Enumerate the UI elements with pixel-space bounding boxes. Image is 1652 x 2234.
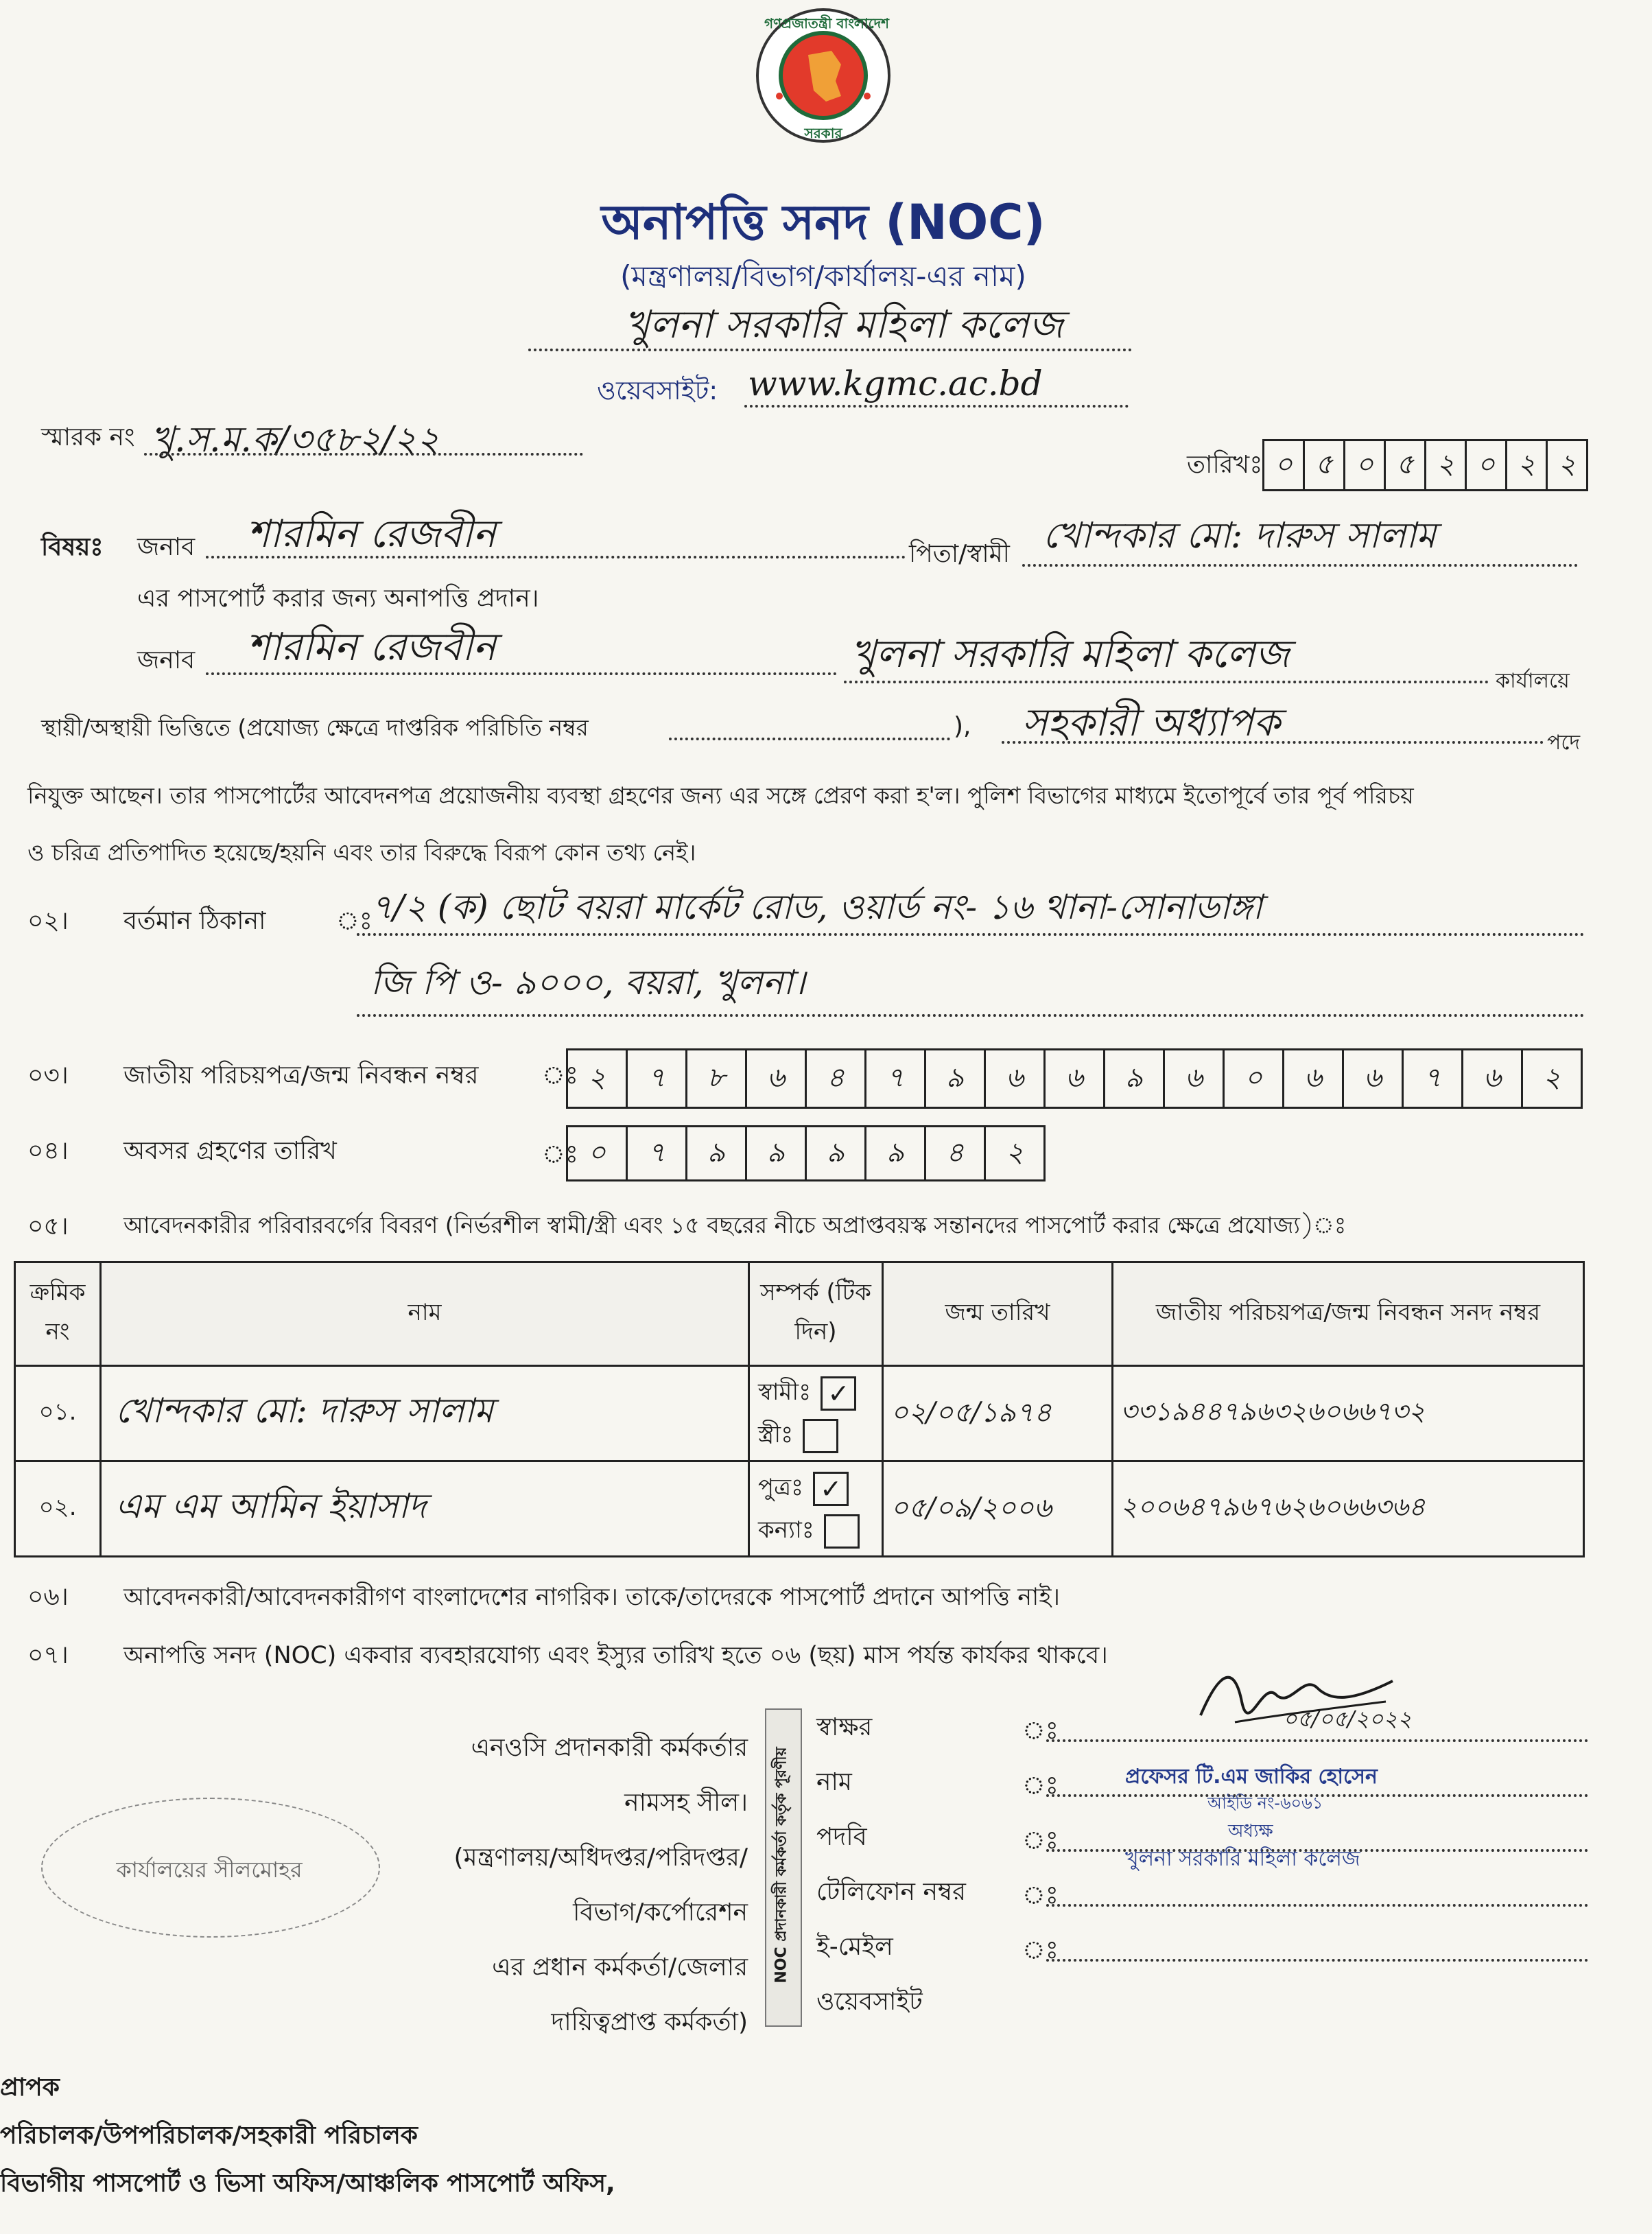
signatory-left-line3: (মন্ত্রণালয়/অধিদপ্তর/পরিদপ্তর/ bbox=[453, 1844, 748, 1872]
website-handwritten: www.kgmc.ac.bd bbox=[748, 364, 1043, 403]
table-row bbox=[15, 1366, 1584, 1461]
digit-box: ০ bbox=[1467, 441, 1507, 489]
colon-1: ঃ bbox=[1022, 1717, 1059, 1745]
body-office-handwritten: খুলনা সরকারি মহিলা কলেজ bbox=[851, 632, 1290, 677]
note-07-text: অনাপত্তি সনদ (NOC) একবার ব্যবহারযোগ্য এবং ইস্যুর তারিখ হতে ০৬ (ছয়) মাস পর্যন্ত কার্যকর থাকবে। bbox=[123, 1642, 1108, 1669]
email-dotted-line bbox=[1046, 1959, 1588, 1962]
digit-box: ২ bbox=[1005, 1136, 1024, 1168]
row2-nid: ২০০৬৪৭৯৬৭৬২৬০৬৬৩৬৪ bbox=[1113, 1461, 1584, 1557]
row1-name: খোন্দকার মো: দারুস সালাম bbox=[101, 1366, 749, 1461]
office-name-handwritten: খুলনা সরকারি মহিলা কলেজ bbox=[624, 303, 1063, 347]
body-name-handwritten: শারমিন রেজবীন bbox=[247, 625, 496, 670]
family-table bbox=[14, 1261, 1585, 1557]
colon-2: ঃ bbox=[1022, 1772, 1059, 1800]
post-dotted-line bbox=[1002, 741, 1544, 744]
digit-box: ৯ bbox=[866, 1127, 926, 1179]
nid-colon: ঃ bbox=[542, 1061, 578, 1090]
row2-rel-b-label: কন্যাঃ bbox=[758, 1516, 814, 1544]
digit-box: ২ bbox=[1557, 448, 1576, 480]
retire-digit-boxes bbox=[566, 1125, 1046, 1181]
row1-rel-a-checkbox[interactable]: ✓ bbox=[821, 1376, 856, 1411]
emblem-bottom-text: সরকার bbox=[804, 125, 842, 141]
signature-dotted-line bbox=[1046, 1739, 1588, 1742]
vertical-noc-text: NOC প্রদানকারী কর্মকর্তা কর্তৃক পূরণীয় bbox=[772, 1747, 790, 1984]
colon-5: ঃ bbox=[1022, 1936, 1059, 1964]
family-label: আবেদনকারীর পরিবারবর্গের বিবরণ (নির্ভরশীল স্বামী/স্ত্রী এবং ১৫ বছরের নীচে অপ্রাপ্তবয়স্ক সন্তানদের পাসপোর্ট করার ক্ষেত্রে প্রযোজ্য)ঃ bbox=[123, 1212, 1347, 1238]
body-paragraph-line1: নিযুক্ত আছেন। তার পাসপোর্টের আবেদনপত্র প্রয়োজনীয় ব্যবস্থা গ্রহণের জন্য এর সঙ্গে প্রেরণ করা হ'ল। পুলিশ বিভাগের মাধ্যমে ইতোপূর্বে তার পূর্ব পরিচয় bbox=[27, 782, 1414, 809]
field-designation-label: পদবি bbox=[816, 1823, 867, 1851]
page-subtitle: (মন্ত্রণালয়/বিভাগ/কার্যালয়-এর নাম) bbox=[620, 259, 1026, 293]
website-label: ওয়েবসাইট: bbox=[597, 375, 718, 405]
digit-box: ৯ bbox=[807, 1127, 866, 1179]
digit-box: ৯ bbox=[747, 1127, 807, 1179]
office-suffix: কার্যালয়ে bbox=[1496, 669, 1570, 693]
digit-box: ৯ bbox=[1105, 1050, 1165, 1107]
item-04-number: ০৪। bbox=[27, 1137, 69, 1165]
digit-box: ৫ bbox=[1305, 441, 1345, 489]
body-paragraph-line2: ও চরিত্র প্রতিপাদিত হয়েছে/হয়নি এবং তার বিরুদ্ধে বিরূপ কোন তথ্য নেই। bbox=[27, 839, 696, 866]
office-seal-text: কার্যালয়ের সীলমোহর bbox=[116, 1857, 303, 1883]
digit-box: ৬ bbox=[1344, 1050, 1404, 1107]
signature-date-handwritten: ০৫/০৫/২০২২ bbox=[1283, 1706, 1412, 1732]
digit-box: ০ bbox=[1264, 441, 1305, 489]
digit-box: ৬ bbox=[1165, 1050, 1225, 1107]
digit-box: ৪ bbox=[807, 1050, 866, 1107]
digit-box: ২ bbox=[1426, 441, 1467, 489]
digit-box: ৬ bbox=[1463, 1050, 1523, 1107]
recipient-line2: বিভাগীয় পাসপোর্ট ও ভিসা অফিস/আঞ্চলিক পাসপোর্ট অফিস, bbox=[0, 2170, 615, 2198]
digit-box: ০ bbox=[1225, 1050, 1284, 1107]
col-header-dob: জন্ম তারিখ bbox=[883, 1262, 1113, 1366]
subject-mr-label: জনাব bbox=[137, 533, 196, 561]
memo-dotted-line bbox=[144, 453, 583, 456]
item-06-number: ০৬। bbox=[27, 1583, 69, 1611]
digit-box: ৬ bbox=[1284, 1050, 1344, 1107]
father-label: পিতা/স্বামী bbox=[909, 540, 1010, 568]
row2-serial: ০২. bbox=[15, 1461, 101, 1557]
father-name-handwritten: খোন্দকার মো: দারুস সালাম bbox=[1043, 515, 1437, 556]
row2-name: এম এম আমিন ইয়াসাদ bbox=[101, 1461, 749, 1557]
digit-box: ৬ bbox=[986, 1050, 1046, 1107]
nid-digit-boxes bbox=[566, 1048, 1583, 1109]
row1-rel-b-checkbox[interactable] bbox=[803, 1419, 838, 1453]
col-header-serial: ক্রমিক নং bbox=[15, 1262, 101, 1366]
post-suffix: পদে bbox=[1547, 731, 1581, 755]
subject-name-handwritten: শারমিন রেজবীন bbox=[247, 512, 496, 556]
address-handwritten-line2: জি পি ও- ৯০০০, বয়রা, খুলনা। bbox=[370, 963, 805, 1002]
item-03-number: ০৩। bbox=[27, 1061, 69, 1090]
address-colon: ঃ bbox=[336, 907, 373, 935]
address-dotted-line2 bbox=[357, 1014, 1585, 1017]
field-website-label: ওয়েবসাইট bbox=[816, 1988, 923, 2016]
digit-box: ৭ bbox=[866, 1050, 926, 1107]
row1-rel-a-label: স্বামীঃ bbox=[758, 1378, 812, 1406]
college-stamp: খুলনা সরকারি মহিলা কলেজ bbox=[1125, 1847, 1360, 1871]
post-handwritten: সহকারী অধ্যাপক bbox=[1022, 701, 1281, 745]
digit-box: ৭ bbox=[628, 1050, 687, 1107]
signatory-left-line4: বিভাগ/কর্পোরেশন bbox=[573, 1898, 748, 1927]
digit-box: ২ bbox=[1542, 1061, 1561, 1094]
signatory-left-line1: এনওসি প্রদানকারী কর্মকর্তার bbox=[471, 1734, 748, 1762]
retire-label: অবসর গ্রহণের তারিখ bbox=[123, 1137, 337, 1165]
row2-rel-a-checkbox[interactable]: ✓ bbox=[813, 1472, 849, 1506]
permanent-dotted-line bbox=[669, 738, 950, 740]
address-handwritten-line1: ৭/২ (ক) ছোট বয়রা মার্কেট রোড, ওয়ার্ড নং- ১৬ থানা-সোনাডাঙ্গা bbox=[370, 887, 1263, 927]
address-label: বর্তমান ঠিকানা bbox=[123, 907, 266, 935]
digit-box: ৪ bbox=[926, 1127, 986, 1179]
row1-serial: ০১. bbox=[15, 1366, 101, 1461]
emblem-top-text: গণপ্রজাতন্ত্রী বাংলাদেশ bbox=[764, 15, 890, 32]
col-header-name: নাম bbox=[101, 1262, 749, 1366]
memo-number-handwritten: খু.স.ম.ক/৩৫৮২/২২ bbox=[151, 419, 440, 460]
nid-label: জাতীয় পরিচয়পত্র/জন্ম নিবন্ধন নম্বর bbox=[123, 1061, 479, 1090]
digit-box: ২ bbox=[1507, 441, 1548, 489]
website-dotted-line bbox=[744, 405, 1129, 408]
item-05-number: ০৫। bbox=[27, 1212, 69, 1241]
row2-rel-a-label: পুত্রঃ bbox=[758, 1474, 804, 1501]
date-digit-boxes bbox=[1262, 439, 1588, 491]
digit-box: ৯ bbox=[926, 1050, 986, 1107]
date-label: তারিখঃ bbox=[1187, 451, 1263, 479]
field-name-label: নাম bbox=[816, 1768, 852, 1796]
digit-box: ৫ bbox=[1386, 441, 1426, 489]
digit-box: ৭ bbox=[628, 1127, 687, 1179]
page-title: অনাপত্তি সনদ (NOC) bbox=[601, 194, 1046, 250]
field-phone-label: টেলিফোন নম্বর bbox=[816, 1878, 966, 1906]
subject-line2: এর পাসপোর্ট করার জন্য অনাপত্তি প্রদান। bbox=[137, 585, 539, 613]
note-06-text: আবেদনকারী/আবেদনকারীগণ বাংলাদেশের নাগরিক। তাকে/তাদেরকে পাসপোর্ট প্রদানে আপত্তি নাই। bbox=[123, 1584, 1061, 1611]
name-stamp: প্রফেসর টি.এম জাকির হোসেন bbox=[1125, 1765, 1378, 1789]
father-dotted-line bbox=[1022, 564, 1578, 567]
table-row bbox=[15, 1461, 1584, 1557]
digit-box: ৬ bbox=[1046, 1050, 1105, 1107]
col-header-nid: জাতীয় পরিচয়পত্র/জন্ম নিবন্ধন সনদ নম্বর bbox=[1113, 1262, 1584, 1366]
permanent-text: স্থায়ী/অস্থায়ী ভিত্তিতে (প্রযোজ্য ক্ষেত্রে দাপ্তরিক পরিচিতি নম্বর bbox=[41, 714, 589, 741]
recipient-label: প্রাপক bbox=[0, 2073, 60, 2102]
digit-box: ৯ bbox=[687, 1127, 747, 1179]
row2-relation bbox=[749, 1461, 883, 1557]
row2-rel-b-checkbox[interactable] bbox=[824, 1514, 860, 1549]
row2-dob: ০৫/০৯/২০০৬ bbox=[883, 1461, 1113, 1557]
digit-box: ২ bbox=[568, 1050, 628, 1107]
digit-box: ০ bbox=[568, 1127, 628, 1179]
colon-4: ঃ bbox=[1022, 1881, 1059, 1909]
row1-nid: ৩৩১৯৪৪৭৯৬৩২৬০৬৬৭৩২ bbox=[1113, 1366, 1584, 1461]
address-dotted-line1 bbox=[357, 933, 1585, 936]
recipient-line1: পরিচালক/উপপরিচালক/সহকারী পরিচালক bbox=[0, 2121, 418, 2150]
item-02-number: ০২। bbox=[27, 907, 69, 935]
subject-label: বিষয়ঃ bbox=[41, 533, 104, 561]
digit-box: ০ bbox=[1345, 441, 1386, 489]
digit-box: ৬ bbox=[747, 1050, 807, 1107]
closing-paren: ), bbox=[954, 712, 971, 740]
retire-colon: ঃ bbox=[542, 1140, 578, 1168]
memo-label: স্মারক নং bbox=[41, 423, 135, 451]
field-email-label: ই-মেইল bbox=[816, 1933, 893, 1961]
signatory-left-line2: নামসহ সীল। bbox=[624, 1789, 748, 1817]
col-header-relation: সম্পর্ক (টিক দিন) bbox=[749, 1262, 883, 1366]
digit-box: ৮ bbox=[687, 1050, 747, 1107]
digit-box: ৭ bbox=[1404, 1050, 1463, 1107]
row1-relation bbox=[749, 1366, 883, 1461]
item-07-number: ০৭। bbox=[27, 1641, 69, 1669]
signatory-left-line5: এর প্রধান কর্মকর্তা/জেলার bbox=[492, 1953, 748, 1982]
body-name-dotted-line bbox=[206, 672, 837, 675]
office-name-dotted-line bbox=[528, 349, 1132, 351]
colon-3: ঃ bbox=[1022, 1826, 1059, 1855]
subject-name-dotted-line bbox=[206, 556, 906, 558]
title-stamp: অধ্যক্ষ bbox=[1228, 1821, 1273, 1842]
phone-dotted-line bbox=[1046, 1904, 1588, 1907]
id-stamp: আইডি নং-৬০৬১ bbox=[1207, 1794, 1323, 1813]
body-mr-label: জনাব bbox=[137, 646, 196, 674]
row1-dob: ০২/০৫/১৯৭৪ bbox=[883, 1366, 1113, 1461]
row1-rel-b-label: স্ত্রীঃ bbox=[758, 1421, 794, 1448]
signatory-left-line6: দায়িত্বপ্রাপ্ত কর্মকর্তা) bbox=[551, 2008, 748, 2036]
body-office-dotted-line bbox=[844, 681, 1489, 683]
field-signature-label: স্বাক্ষর bbox=[816, 1713, 873, 1741]
